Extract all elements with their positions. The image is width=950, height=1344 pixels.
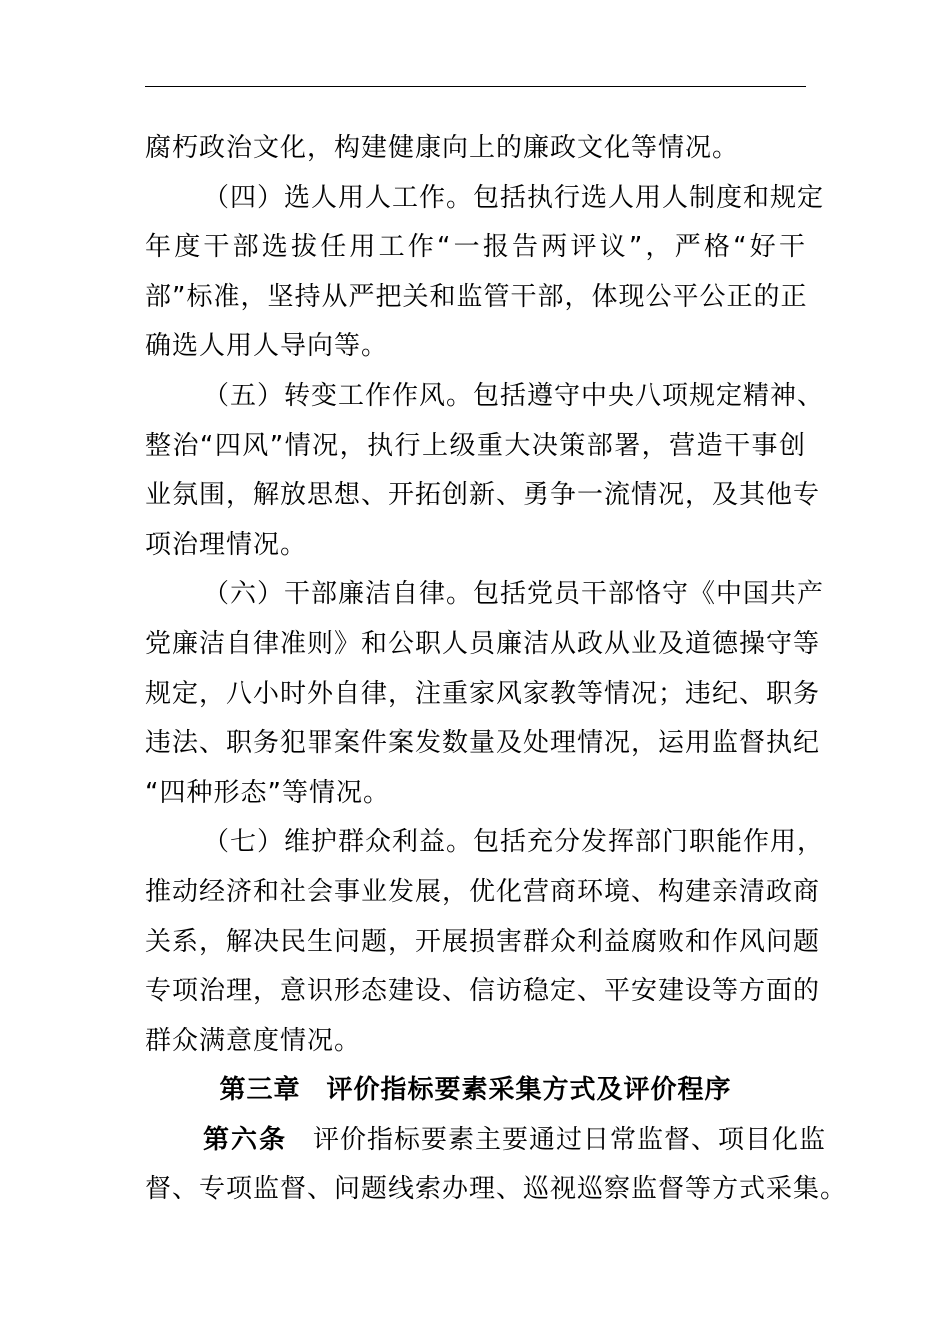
text-line: 推动经济和社会事业发展，优化营商环境、构建亲清政商 (145, 876, 821, 907)
text-line: （七）维护群众利益。包括充分发挥部门职能作用， (203, 827, 825, 858)
paragraph-block (145, 124, 825, 1066)
text-line: 年度干部选拔任用工作“一报告两评议”，严格“好干 (145, 232, 806, 263)
text-line: 部”标准，坚持从严把关和监管干部，体现公平公正的正 (145, 281, 808, 312)
text-line: 关系，解决民生问题，开展损害群众利益腐败和作风问题 (145, 926, 821, 957)
chapter-heading (145, 1066, 806, 1116)
text-line: 业氛围，解放思想、开拓创新、勇争一流情况，及其他专 (145, 480, 821, 511)
text-line: 群众满意度情况。 (145, 1025, 362, 1056)
text-line: 项治理情况。 (145, 529, 308, 560)
article-text: 评价指标要素主要通过日常监督、项目化监 (313, 1124, 827, 1155)
text-line: （六）干部廉洁自律。包括党员干部恪守《中国共产 (203, 579, 825, 610)
document-body (145, 124, 848, 1215)
article-second-line: 督、专项监督、问题线索办理、巡视巡察监督等方式采集。 (145, 1174, 848, 1205)
text-line: 整治“四风”情况，执行上级重大决策部署，营造干事创 (145, 430, 806, 461)
chapter-title: 评价指标要素采集方式及评价程序 (326, 1075, 732, 1106)
text-line: 专项治理，意识形态建设、信访稳定、平安建设等方面的 (145, 976, 821, 1007)
header-rule (145, 86, 806, 87)
text-line: （四）选人用人工作。包括执行选人用人制度和规定 (203, 182, 825, 213)
text-line: 违法、职务犯罪案件案发数量及处理情况，运用监督执纪 (145, 728, 821, 759)
chapter-number: 第三章 (219, 1075, 301, 1106)
text-line: （五）转变工作作风。包括遵守中央八项规定精神、 (203, 380, 825, 411)
article-label: 第六条 (203, 1124, 288, 1155)
text-line: 腐朽政治文化，构建健康向上的廉政文化等情况。 (145, 133, 740, 163)
text-line: 党廉洁自律准则》和公职人员廉洁从政从业及道德操守等 (145, 628, 821, 659)
text-line: 确选人用人导向等。 (145, 331, 389, 362)
text-line: “四种形态”等情况。 (145, 777, 390, 808)
article-first-line (145, 1116, 827, 1166)
text-line: 规定，八小时外自律，注重家风家教等情况；违纪、职务 (145, 678, 821, 709)
